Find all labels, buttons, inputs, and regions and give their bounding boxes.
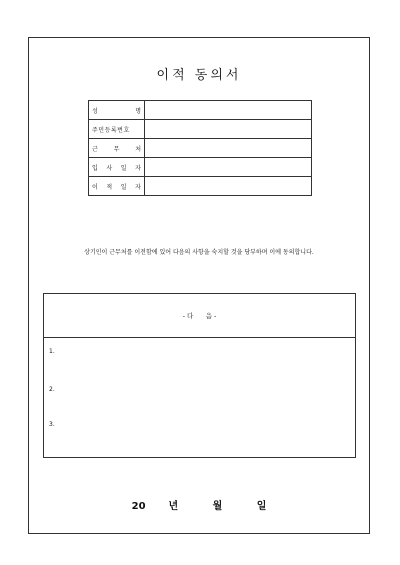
field-row-hire-date <box>89 158 312 177</box>
label-char: 명 <box>135 107 141 115</box>
field-label-workplace <box>89 139 145 158</box>
field-value-hire-date[interactable] <box>145 158 312 177</box>
label-char: 사 <box>106 164 113 172</box>
personal-info-table <box>88 100 312 196</box>
label-char: 무 <box>113 145 120 153</box>
field-value-name[interactable] <box>145 101 312 120</box>
notice-item-3: 3. <box>49 421 55 428</box>
label-char: 적 <box>106 183 113 191</box>
consent-statement: 상기인이 근무처를 이전함에 있어 다음의 사항을 숙지할 것을 당부하며 이에 동의합니다. <box>84 249 314 256</box>
label-char: 일 <box>120 164 127 172</box>
field-row-transfer-date <box>89 177 312 196</box>
field-value-resident-number[interactable] <box>145 120 312 139</box>
signature-date-line: 20 년 월 일 <box>131 501 267 512</box>
field-label-hire-date <box>89 158 145 177</box>
label-char: 자 <box>135 183 141 191</box>
field-label-name <box>89 101 145 120</box>
field-row-name <box>89 101 312 120</box>
notice-box <box>43 293 356 458</box>
label-char: 성 <box>92 107 98 115</box>
consent-form-page <box>28 37 370 534</box>
field-row-resident-number <box>89 120 312 139</box>
label-char: 일 <box>120 183 127 191</box>
field-row-workplace <box>89 139 312 158</box>
label-char: 처 <box>135 145 141 153</box>
field-label-transfer-date <box>89 177 145 196</box>
notice-item-2: 2. <box>49 386 55 393</box>
label-char: 근 <box>92 145 98 153</box>
label-char: 입 <box>92 164 98 172</box>
label-char: 이 <box>92 183 98 191</box>
label-text: 주민등록번호 <box>92 126 130 134</box>
field-value-workplace[interactable] <box>145 139 312 158</box>
field-value-transfer-date[interactable] <box>145 177 312 196</box>
label-char: 자 <box>135 164 141 172</box>
notice-item-1: 1. <box>49 348 55 355</box>
field-label-resident-number <box>89 120 145 139</box>
notice-heading: - 다 음 - <box>44 294 355 338</box>
document-title: 이적 동의서 <box>156 68 242 83</box>
